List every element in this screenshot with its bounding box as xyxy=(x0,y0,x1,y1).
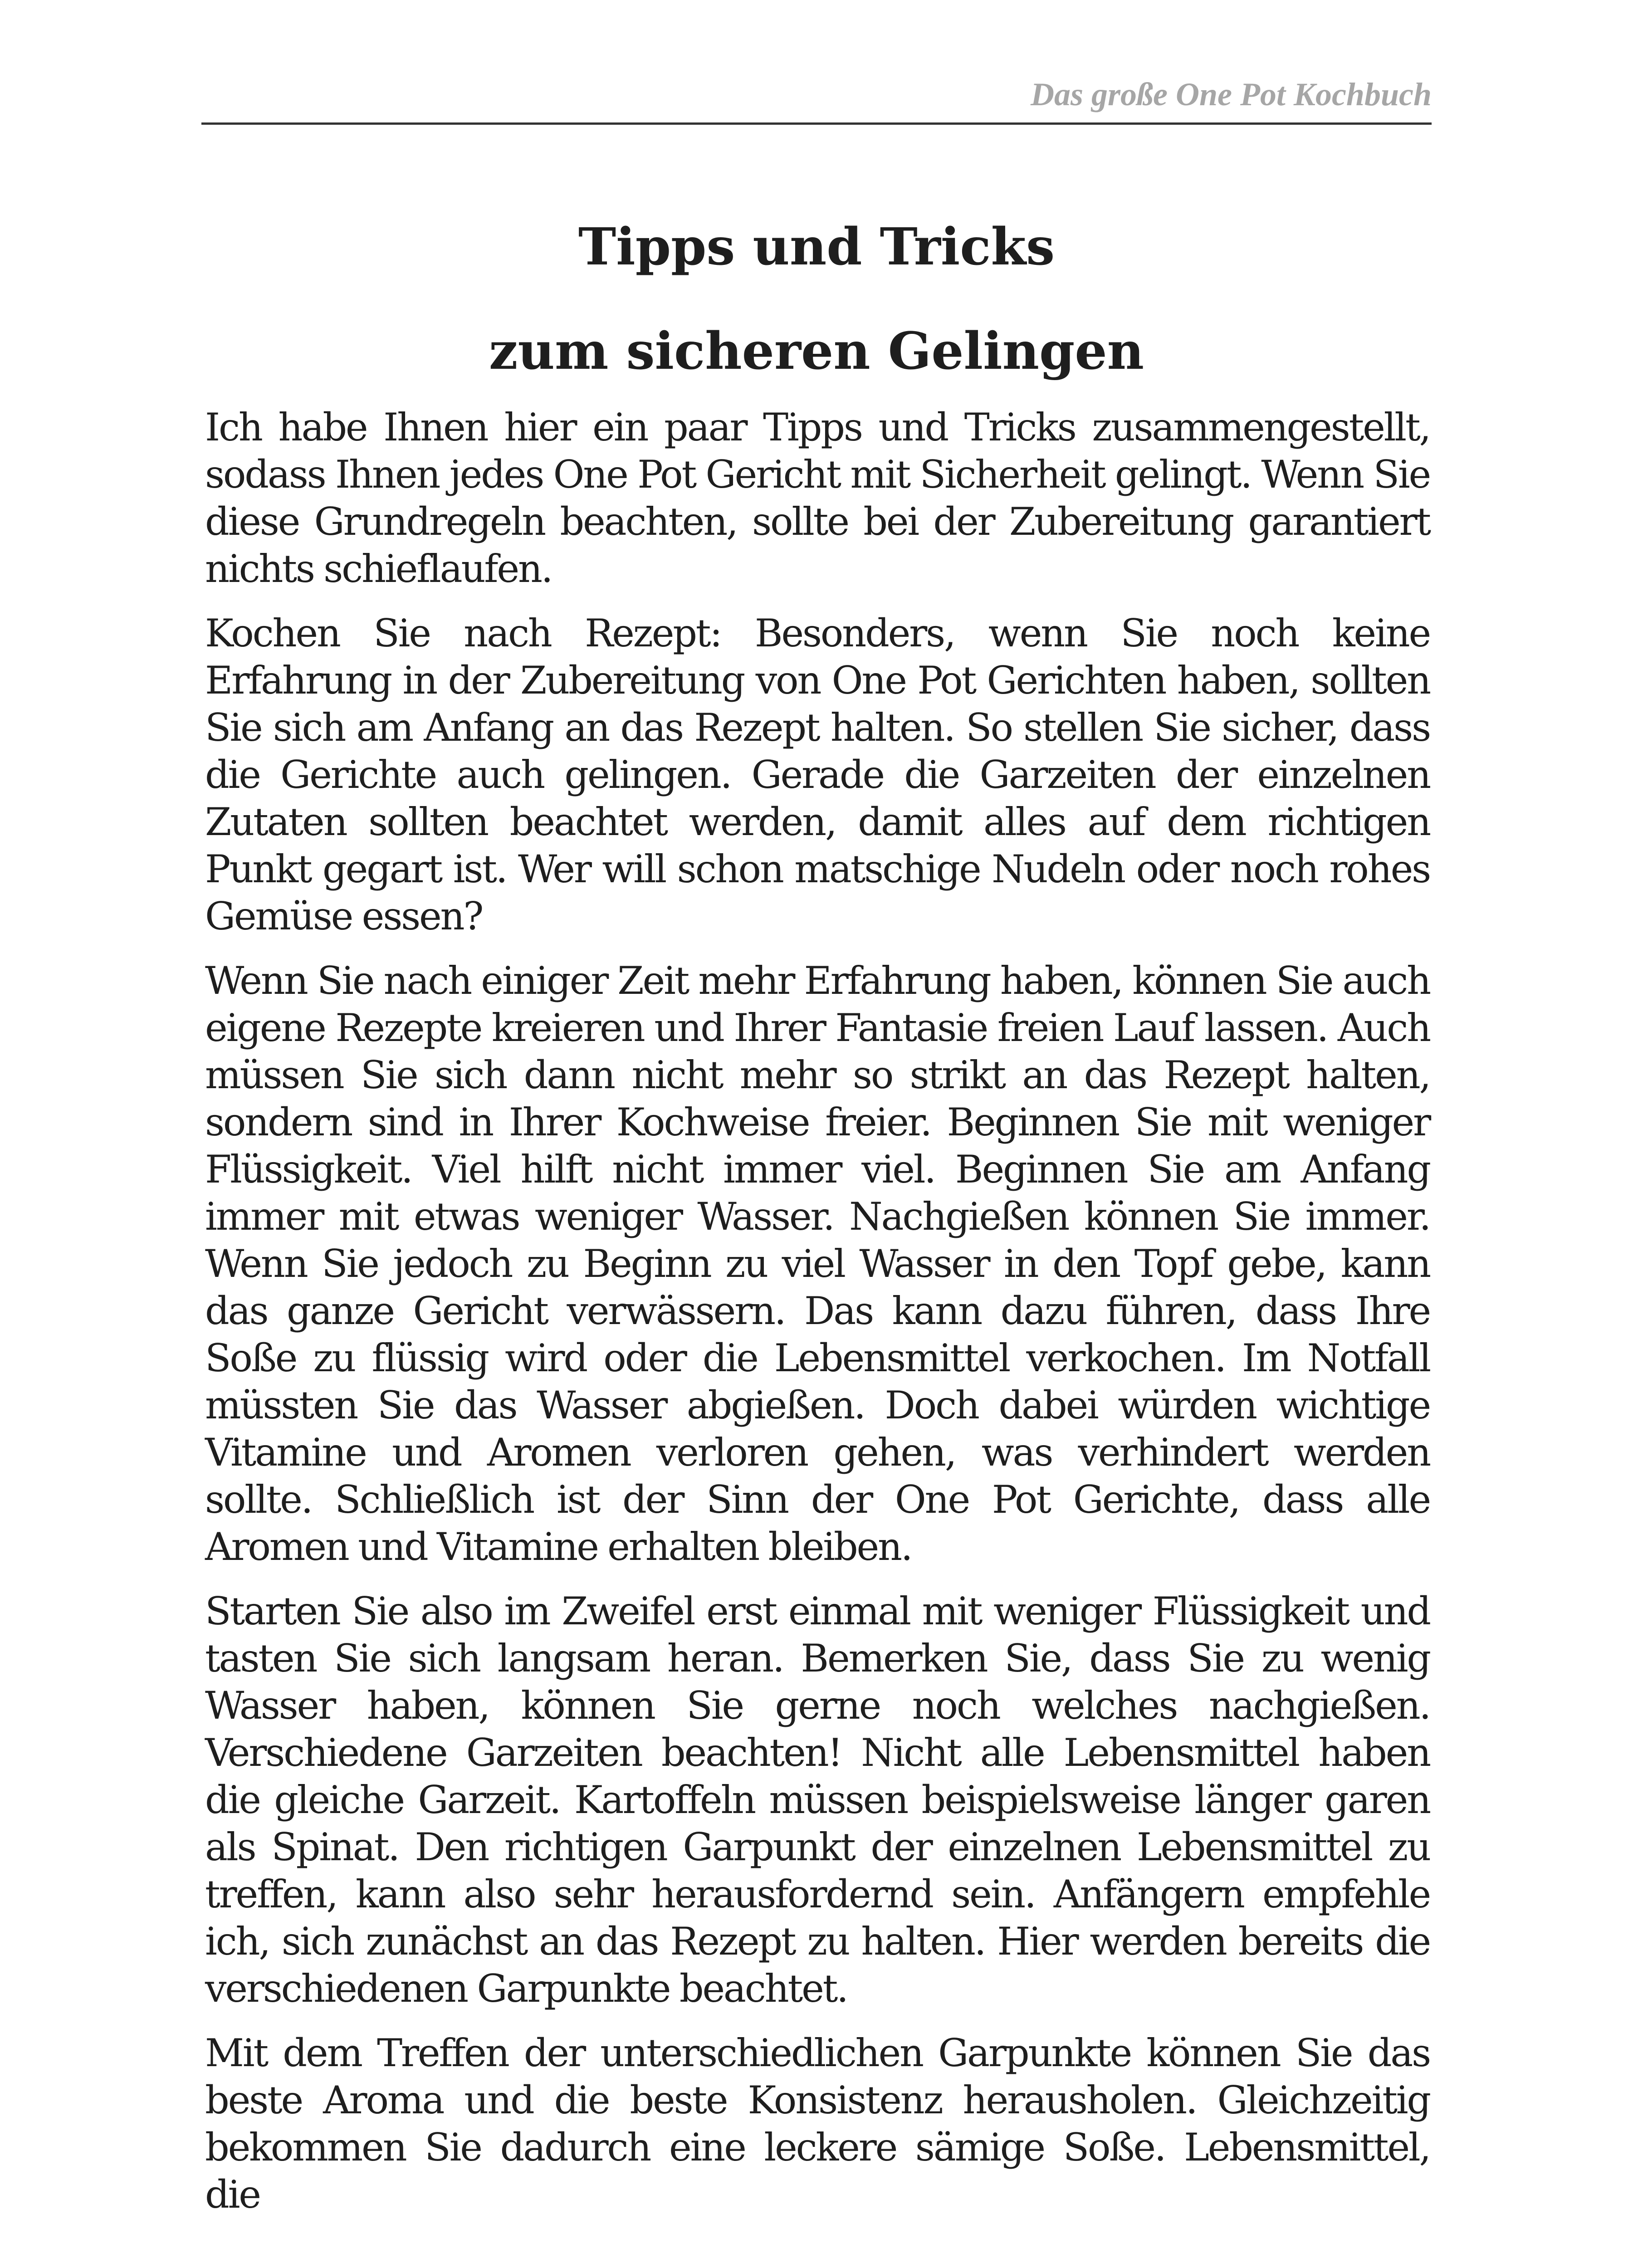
paragraph-2: Kochen Sie nach Rezept: Besonders, wenn Sie noch keine Erfahrung in der Zubereitung von One Pot Gerichten haben, sollten Sie sich am Anfang an das Rezept halten. So stellen Sie sicher, dass die Gerichte auch gelingen. Gerade die Garzeiten der einzelnen Zutaten sollten beachtet werden, damit alles auf dem richtigen Punkt gegart ist. Wer will schon matschige Nudeln oder noch rohes Gemüse essen? xyxy=(205,611,1430,938)
paragraph-1: Ich habe Ihnen hier ein paar Tipps und Tricks zusammengestellt, sodass Ihnen jedes One Pot Gericht mit Sicherheit gelingt. Wenn Sie diese Grundregeln beachten, sollte bei der Zubereitung garantiert nichts schieflaufen. xyxy=(205,405,1430,591)
paragraph-3: Wenn Sie nach einiger Zeit mehr Erfahrung haben, können Sie auch eigene Rezepte kreieren und Ihrer Fantasie freien Lauf lassen. Auch müssen Sie sich dann nicht mehr so strikt an das Rezept halten, sondern sind in Ihrer Kochweise freier. Beginnen Sie mit weniger Flüssigkeit. Viel hilft nicht immer viel. Beginnen Sie am Anfang immer mit etwas weniger Wasser. Nachgießen können Sie immer. Wenn Sie jedoch zu Beginn zu viel Wasser in den Topf gebe, kann das ganze Gericht verwässern. Das kann dazu führen, dass Ihre Soße zu flüssig wird oder die Lebensmittel verkochen. Im Notfall müssten Sie das Wasser abgießen. Doch dabei würden wichtige Vitamine und Aromen verloren gehen, was verhindert werden sollte. Schließlich ist der Sinn der One Pot Gerichte, dass alle Aromen und Vitamine erhalten bleiben. xyxy=(205,958,1430,1569)
running-title: Das große One Pot Kochbuch xyxy=(1030,76,1432,112)
body-text xyxy=(205,404,1430,2235)
paragraph-5: Mit dem Treffen der unterschiedlichen Garpunkte können Sie das beste Aroma und die beste Konsistenz herausholen. Gleichzeitig bekommen Sie dadurch eine leckere sämige Soße. Lebensmittel, die xyxy=(205,2031,1430,2217)
chapter-title xyxy=(201,195,1432,404)
chapter-title-line-1: Tipps und Tricks xyxy=(578,217,1055,277)
paragraph-4: Starten Sie also im Zweifel erst einmal mit weniger Flüssigkeit und tasten Sie sich langsam heran. Bemerken Sie, dass Sie zu wenig Wasser haben, können Sie gerne noch welches nachgießen. Verschiedene Garzeiten beachten! Nicht alle Lebensmittel haben die gleiche Garzeit. Kartoffeln müssen beispielsweise länger garen als Spinat. Den richtigen Garpunkt der einzelnen Lebensmittel zu treffen, kann also sehr herausfordernd sein. Anfängern empfehle ich, sich zunächst an das Rezept zu halten. Hier werden bereits die verschiedenen Garpunkte beachtet. xyxy=(205,1589,1430,2011)
header-rule xyxy=(201,122,1432,125)
chapter-title-line-2: zum sicheren Gelingen xyxy=(489,322,1144,381)
